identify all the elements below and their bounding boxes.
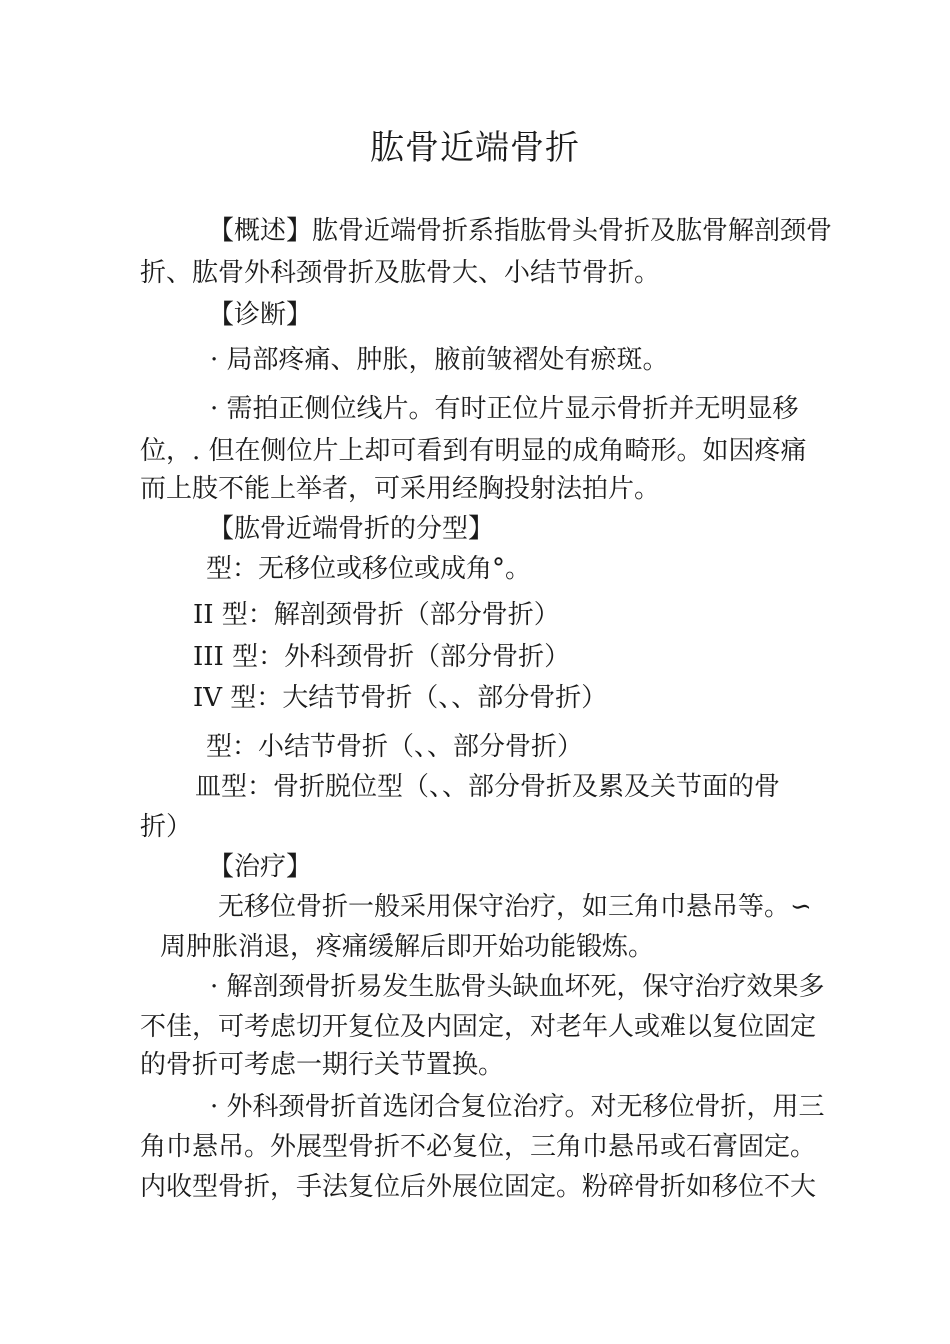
treatment-para-1-line-2: 周肿胀消退，疼痛缓解后即开始功能锻炼。 xyxy=(160,932,655,962)
treatment-para-3-line-1: · 外科颈骨折首选闭合复位治疗。对无移位骨折，用三 xyxy=(210,1092,825,1122)
diagnosis-heading: 【诊断】 xyxy=(208,300,313,330)
treatment-para-2-line-1: · 解剖颈骨折易发生肱骨头缺血坏死，保守治疗效果多 xyxy=(210,972,825,1002)
diagnosis-item-1: · 局部疼痛、肿胀，腋前皱褶处有瘀斑。 xyxy=(210,345,669,375)
document-title: 肱骨近端骨折 xyxy=(370,128,580,168)
diagnosis-item-2-line-1: · 需拍正侧位线片。有时正位片显示骨折并无明显移 xyxy=(210,394,799,424)
classification-type-3: III 型：外科颈骨折（部分骨折） xyxy=(193,642,571,672)
classification-type-6-line-1: 皿型：骨折脱位型（、、部分骨折及累及关节面的骨 xyxy=(195,772,781,802)
treatment-para-3-line-3: 内收型骨折，手法复位后外展位固定。粉碎骨折如移位不大 xyxy=(140,1172,817,1202)
classification-type-4: IV 型：大结节骨折（、、部分骨折） xyxy=(193,683,608,713)
classification-type-6-line-2: 折） xyxy=(140,812,193,842)
classification-type-1: 型：无移位或移位或成角°。 xyxy=(206,554,532,584)
diagnosis-item-2-line-3: 而上肢不能上举者，可采用经胸投射法拍片。 xyxy=(140,474,661,504)
classification-heading: 【肱骨近端骨折的分型】 xyxy=(208,514,495,544)
treatment-para-2-line-3: 的骨折可考虑一期行关节置换。 xyxy=(140,1050,505,1080)
treatment-para-3-line-2: 角巾悬吊。外展型骨折不必复位，三角巾悬吊或石膏固定。 xyxy=(140,1132,817,1162)
treatment-para-1-line-1: 无移位骨折一般采用保守治疗，如三角巾悬吊等。∽ xyxy=(218,892,812,922)
treatment-heading: 【治疗】 xyxy=(208,852,313,882)
overview-line-1: 【概述】肱骨近端骨折系指肱骨头骨折及肱骨解剖颈骨 xyxy=(208,216,833,246)
classification-type-2: II 型：解剖颈骨折（部分骨折） xyxy=(193,600,560,630)
diagnosis-item-2-line-2: 位，. 但在侧位片上却可看到有明显的成角畸形。如因疼痛 xyxy=(140,436,807,466)
classification-type-5: 型：小结节骨折（、、部分骨折） xyxy=(206,732,584,762)
overview-line-2: 折、肱骨外科颈骨折及肱骨大、小结节骨折。 xyxy=(140,258,661,288)
treatment-para-2-line-2: 不佳，可考虑切开复位及内固定，对老年人或难以复位固定 xyxy=(140,1012,817,1042)
